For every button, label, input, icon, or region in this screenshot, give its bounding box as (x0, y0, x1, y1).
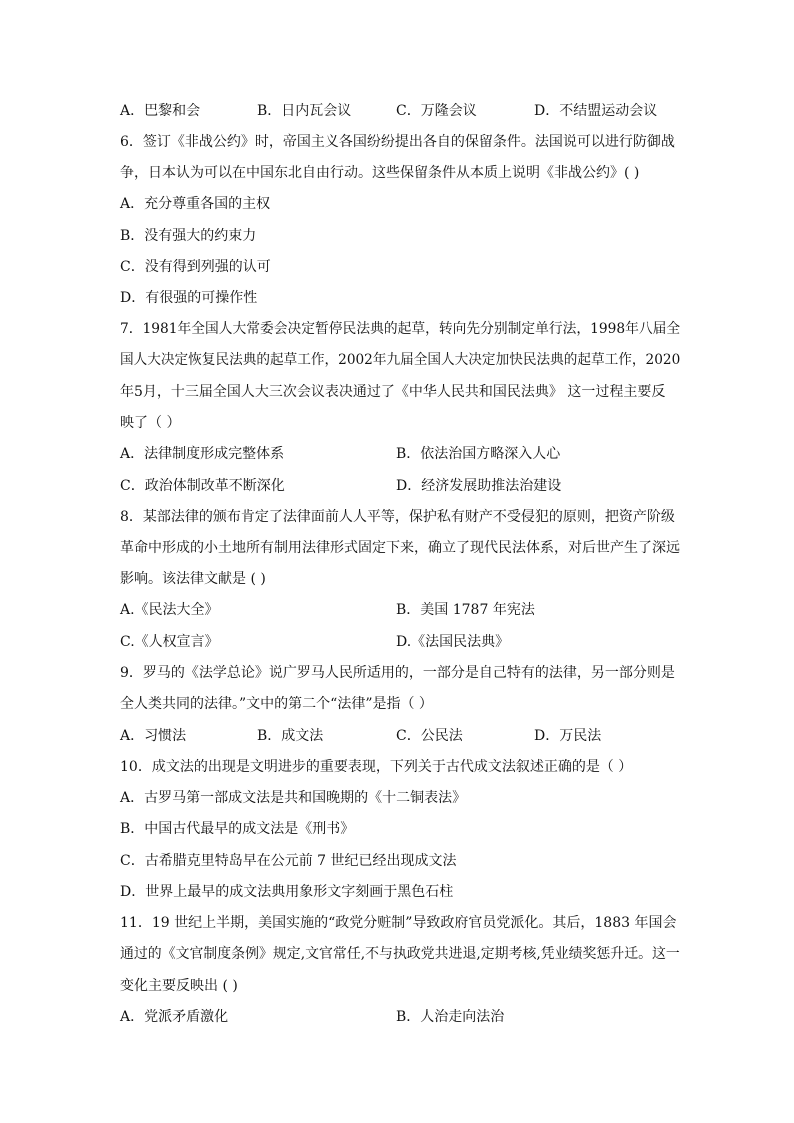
q9-option-d[interactable]: D．万民法 (534, 728, 602, 744)
q8-stem-line: 革命中形成的小土地所有制用法律形式固定下来，确立了现代民法体系，对后世产生了深远 (120, 540, 680, 556)
q5-option-b[interactable]: B．日内瓦会议 (257, 103, 352, 119)
q5-option-d[interactable]: D．不结盟运动会议 (534, 103, 658, 119)
q7-stem-line: 国人大决定恢复民法典的起草工作，2002年九届全国人大决定加快民法典的起草工作，2020 (120, 352, 681, 368)
q10-option-a[interactable]: A．古罗马第一部成文法是共和国晚期的《十二铜表法》 (120, 790, 467, 806)
q6-option-b[interactable]: B．没有强大的约束力 (120, 228, 257, 244)
q7-stem-line: 7．1981年全国人大常委会决定暂停民法典的起草，转向先分别制定单行法，1998年八届全 (120, 321, 681, 337)
q8-stem-line: 8．某部法律的颁布肯定了法律面前人人平等，保护私有财产不受侵犯的原则，把资产阶级 (120, 509, 675, 525)
q8-option-c[interactable]: C.《人权宣言》 (120, 634, 219, 650)
q10-stem-line: 10．成文法的出现是文明进步的重要表现，下列关于古代成文法叙述正确的是（ ） (120, 759, 633, 775)
q9-stem-line: 全人类共同的法律。”文中的第二个“法律”是指（ ） (120, 696, 433, 712)
q7-stem-line: 年5月，十三届全国人大三次会议表决通过了《中华人民共和国民法典》 这一过程主要反 (120, 384, 666, 400)
q6-option-a[interactable]: A．充分尊重各国的主权 (120, 196, 271, 212)
q11-option-b[interactable]: B．人治走向法治 (396, 1009, 505, 1025)
q11-option-a[interactable]: A．党派矛盾激化 (120, 1009, 229, 1025)
q7-stem-line: 映了（ ） (120, 415, 181, 431)
q9-stem-line: 9．罗马的《法学总论》说广罗马人民所适用的，一部分是自己特有的法律，另一部分则是 (120, 665, 675, 681)
q11-stem-line: 通过的《文官制度条例》规定,文官常任,不与执政党共进退,定期考核,凭业绩奖惩升迁。这一 (120, 946, 680, 962)
q9-option-a[interactable]: A．习惯法 (120, 728, 187, 744)
q11-stem-line: 11．19 世纪上半期，美国实施的“政党分赃制”导致政府官员党派化。其后，1883 年国会 (120, 915, 677, 931)
q8-option-d[interactable]: D.《法国民法典》 (396, 634, 510, 650)
q5-option-a[interactable]: A．巴黎和会 (120, 103, 201, 119)
q6-stem-line: 6．签订《非战公约》时，帝国主义各国纷纷提出各自的保留条件。法国说可以进行防御战 (120, 134, 675, 150)
q6-option-d[interactable]: D．有很强的可操作性 (120, 290, 258, 306)
q5-option-c[interactable]: C．万隆会议 (396, 103, 477, 119)
q6-stem-line: 争，日本认为可以在中国东北自由行动。这些保留条件从本质上说明《非战公约》( ) (120, 165, 640, 181)
q6-option-c[interactable]: C．没有得到列强的认可 (120, 259, 271, 275)
q8-option-b[interactable]: B．美国 1787 年宪法 (396, 602, 535, 618)
q9-option-c[interactable]: C．公民法 (396, 728, 463, 744)
q8-stem-line: 影响。该法律文献是 ( ) (120, 571, 266, 587)
q7-option-d[interactable]: D．经济发展助推法治建设 (396, 478, 562, 494)
q10-option-b[interactable]: B．中国古代最早的成文法是《刑书》 (120, 821, 355, 837)
q11-stem-line: 变化主要反映出 ( ) (120, 978, 238, 994)
q8-option-a[interactable]: A.《民法大全》 (120, 602, 219, 618)
q10-option-c[interactable]: C．古希腊克里特岛早在公元前 7 世纪已经出现成文法 (120, 853, 457, 869)
q10-option-d[interactable]: D．世界上最早的成文法典用象形文字刻画于黑色石柱 (120, 884, 454, 900)
q7-option-b[interactable]: B．依法治国方略深入人心 (396, 446, 561, 462)
q7-option-c[interactable]: C．政治体制改革不断深化 (120, 478, 285, 494)
q9-option-b[interactable]: B．成文法 (257, 728, 324, 744)
q7-option-a[interactable]: A．法律制度形成完整体系 (120, 446, 285, 462)
